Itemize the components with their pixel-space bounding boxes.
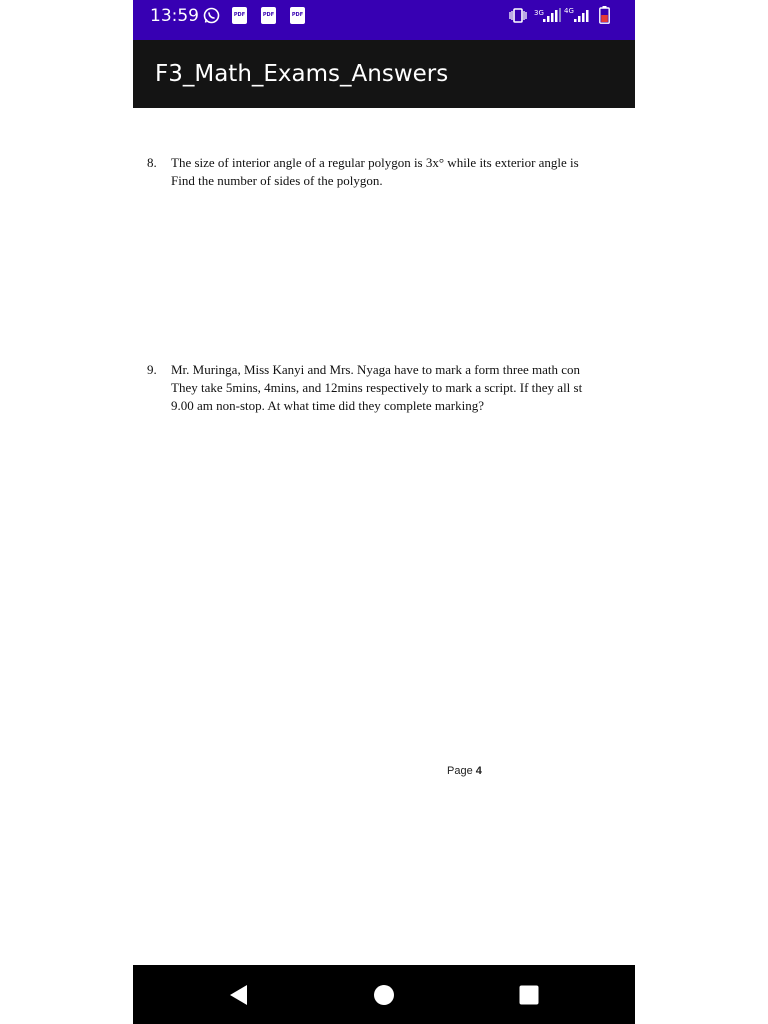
- pdf-icon: PDF: [261, 7, 276, 24]
- recents-icon[interactable]: [517, 983, 541, 1007]
- home-icon[interactable]: [372, 983, 396, 1007]
- status-time: 13:59: [150, 6, 199, 26]
- question-line: 9.00 am non-stop. At what time did they complete marking?: [171, 398, 485, 413]
- page-number-value: 4: [475, 765, 482, 777]
- question-line: Mr. Muringa, Miss Kanyi and Mrs. Nyaga have to mark a form three math con: [171, 362, 581, 377]
- question-line: Find the number of sides of the polygon.: [171, 173, 383, 188]
- app-bar: [133, 40, 635, 108]
- app-title: F3_Math_Exams_Answers: [155, 61, 449, 87]
- question-line: They take 5mins, 4mins, and 12mins respectively to mark a script. If they all st: [171, 380, 583, 395]
- question-number: 8.: [147, 155, 157, 170]
- network-type-label: 4G: [564, 7, 574, 15]
- vibrate-icon: [509, 8, 527, 23]
- battery-icon: [599, 6, 610, 24]
- page-label: Page: [447, 765, 473, 777]
- question-9: [147, 361, 635, 415]
- signal-icon: [542, 8, 562, 22]
- question-number: 9.: [147, 362, 157, 377]
- whatsapp-icon: [203, 7, 220, 24]
- pdf-icon: PDF: [232, 7, 247, 24]
- signal-icon: [573, 8, 593, 22]
- back-icon[interactable]: [227, 983, 251, 1007]
- navigation-bar: [133, 965, 635, 1024]
- network-type-label: 3G: [534, 9, 544, 17]
- question-line: The size of interior angle of a regular polygon is 3x° while its exterior angle is: [171, 155, 579, 170]
- pdf-icon: PDF: [290, 7, 305, 24]
- document-view[interactable]: [133, 108, 635, 965]
- question-8: [147, 154, 635, 190]
- page-number: [447, 764, 482, 778]
- status-bar: [133, 0, 635, 40]
- phone-screen: [133, 0, 635, 1024]
